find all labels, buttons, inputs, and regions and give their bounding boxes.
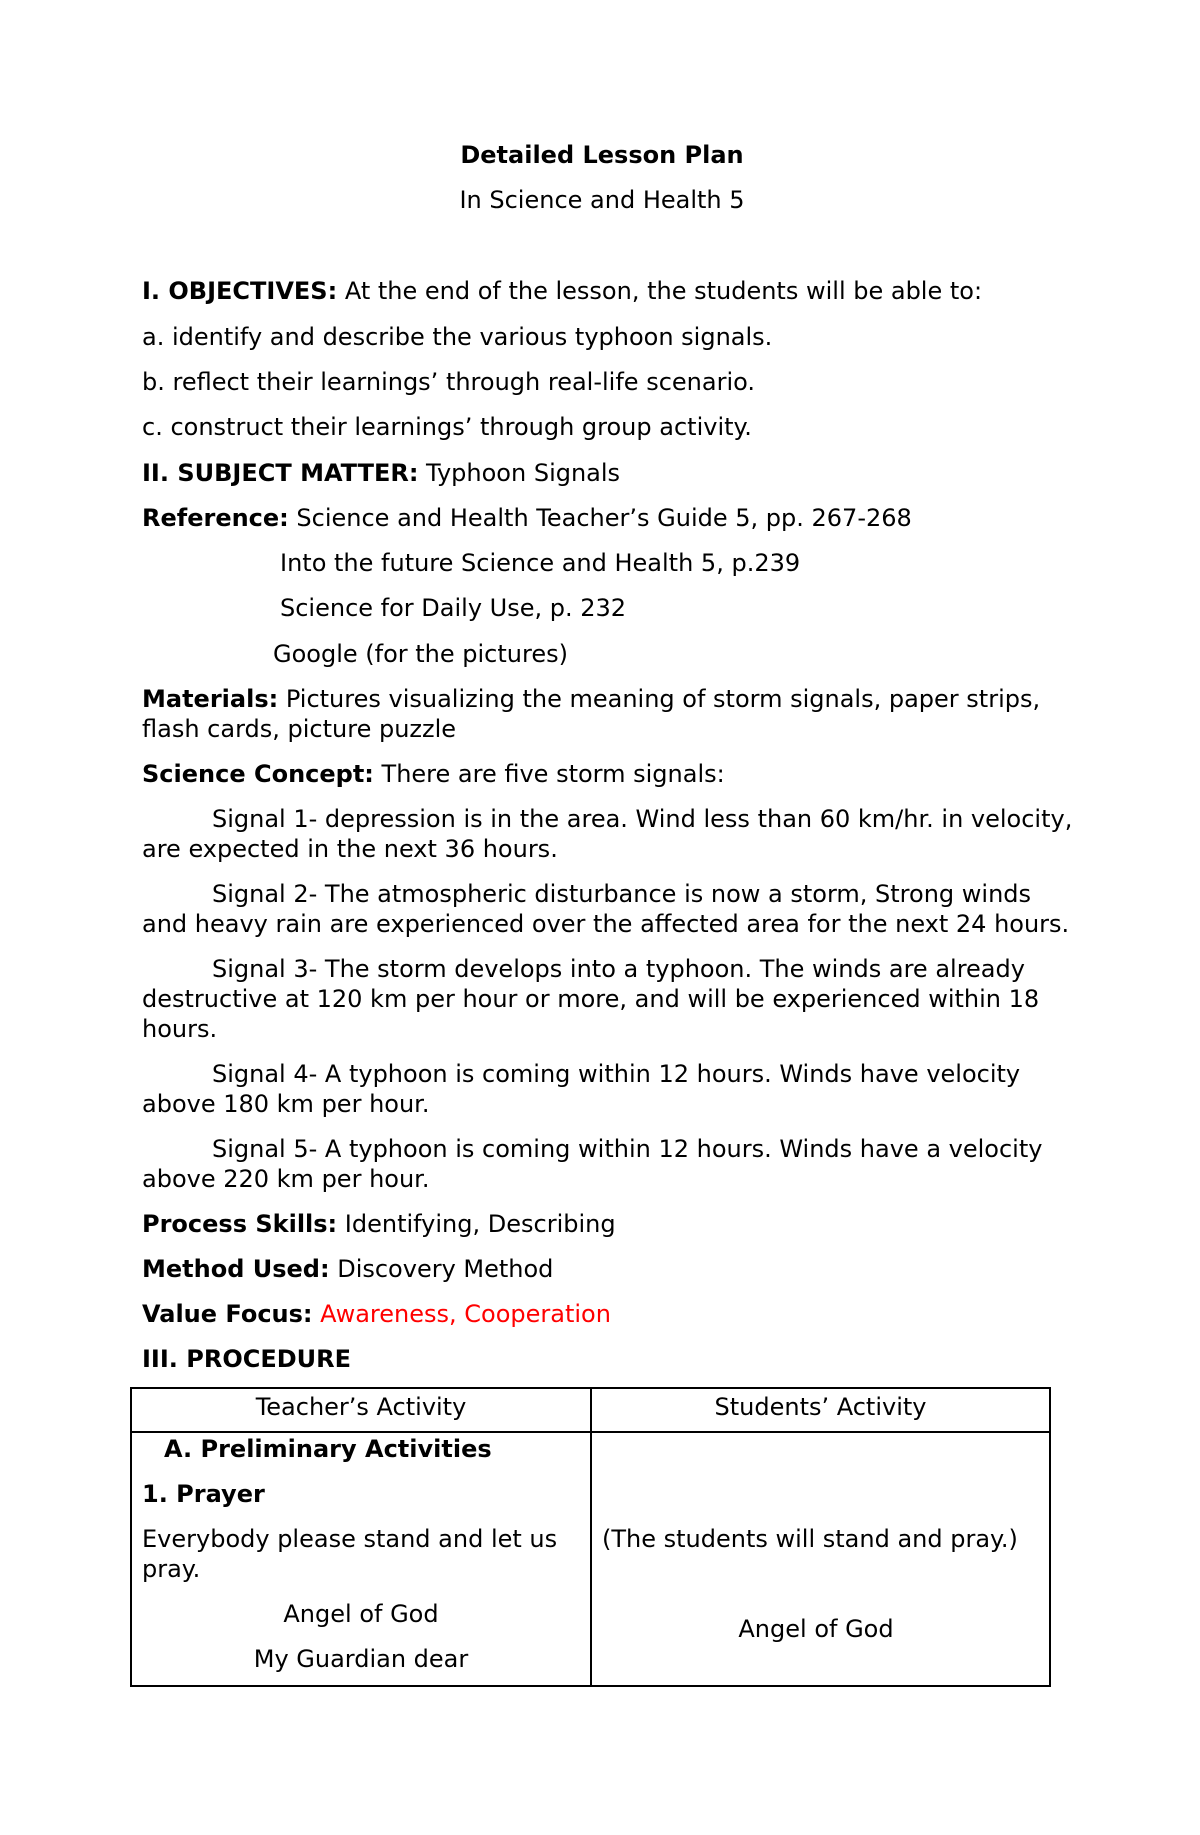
reference-extra: Science for Daily Use, p. 232	[280, 594, 627, 622]
value-focus	[142, 1299, 611, 1329]
signal-1: Signal 1- depression is in the area. Wind less than 60 km/hr. in velocity,	[212, 805, 1073, 833]
materials	[142, 684, 1040, 714]
process-skills-label: Process Skills:	[142, 1210, 338, 1238]
process-skills-value: Identifying, Describing	[337, 1210, 616, 1238]
prayer-line: Angel of God	[283, 1600, 439, 1628]
signal-2-cont: and heavy rain are experienced over the affected area for the next 24 hours.	[142, 910, 1070, 938]
table-header-row	[131, 1388, 1050, 1432]
subject-matter-label: II. SUBJECT MATTER:	[142, 459, 419, 487]
objective-item: c. construct their learnings’ through group activity.	[142, 413, 752, 441]
preliminary-activities: A. Preliminary Activities	[164, 1435, 492, 1463]
subject-matter-value: Typhoon Signals	[418, 459, 621, 487]
science-concept	[142, 759, 725, 789]
signal-5-cont: above 220 km per hour.	[142, 1165, 430, 1193]
signal-3-cont: hours.	[142, 1015, 218, 1043]
method-label: Method Used:	[142, 1255, 330, 1283]
science-concept-value: There are five storm signals:	[373, 760, 725, 788]
signal-3-cont: destructive at 120 km per hour or more, and will be experienced within 18	[142, 985, 1040, 1013]
objectives-heading	[142, 276, 982, 306]
materials-continued: flash cards, picture puzzle	[142, 715, 457, 743]
value-focus-label: Value Focus:	[142, 1300, 313, 1328]
student-response: (The students will stand and pray.)	[602, 1525, 1018, 1553]
lesson-title: Detailed Lesson Plan	[460, 141, 744, 169]
student-prayer: Angel of God	[738, 1615, 894, 1643]
objectives-intro: At the end of the lesson, the students will be able to:	[337, 277, 983, 305]
signal-4: Signal 4- A typhoon is coming within 12 hours. Winds have velocity	[212, 1060, 1021, 1088]
reference-value: Science and Health Teacher’s Guide 5, pp. 267-268	[288, 504, 912, 532]
science-concept-label: Science Concept:	[142, 760, 374, 788]
students-activity-header	[591, 1388, 1050, 1432]
teacher-instruction: Everybody please stand and let us	[142, 1525, 558, 1553]
value-focus-value: Awareness, Cooperation	[312, 1300, 611, 1328]
lesson-subtitle: In Science and Health 5	[459, 186, 745, 214]
reference	[142, 503, 912, 533]
procedure-heading: III. PROCEDURE	[142, 1345, 352, 1373]
procedure-table	[130, 1387, 1051, 1687]
teacher-activity-header	[131, 1388, 591, 1432]
reference-extra: Into the future Science and Health 5, p.239	[280, 549, 801, 577]
signal-3: Signal 3- The storm develops into a typhoon. The winds are already	[212, 955, 1025, 983]
objective-item: b. reflect their learnings’ through real-life scenario.	[142, 368, 755, 396]
materials-value: Pictures visualizing the meaning of storm signals, paper strips,	[278, 685, 1041, 713]
method-used	[142, 1254, 553, 1284]
teacher-cell-content	[132, 1433, 590, 1685]
prayer-line: My Guardian dear	[253, 1645, 469, 1673]
teacher-activity-header-text: Teacher’s Activity	[255, 1393, 467, 1421]
process-skills	[142, 1209, 616, 1239]
objectives-label: I. OBJECTIVES:	[142, 277, 338, 305]
teacher-cell	[131, 1432, 591, 1686]
student-cell-content	[592, 1433, 1049, 1685]
student-cell	[591, 1432, 1050, 1686]
teacher-instruction-cont: pray.	[142, 1555, 201, 1583]
signal-4-cont: above 180 km per hour.	[142, 1090, 430, 1118]
signal-5: Signal 5- A typhoon is coming within 12 hours. Winds have a velocity	[212, 1135, 1043, 1163]
reference-extra: Google (for the pictures)	[273, 640, 568, 668]
signal-1-cont: are expected in the next 36 hours.	[142, 835, 558, 863]
objective-item: a. identify and describe the various typhoon signals.	[142, 323, 773, 351]
table-row	[131, 1432, 1050, 1686]
subject-matter	[142, 458, 620, 488]
signal-2: Signal 2- The atmospheric disturbance is now a storm, Strong winds	[212, 880, 1032, 908]
method-value: Discovery Method	[329, 1255, 554, 1283]
students-activity-header-text: Students’ Activity	[714, 1393, 927, 1421]
materials-label: Materials:	[142, 685, 279, 713]
prayer-step: 1. Prayer	[142, 1480, 265, 1508]
reference-label: Reference:	[142, 504, 289, 532]
